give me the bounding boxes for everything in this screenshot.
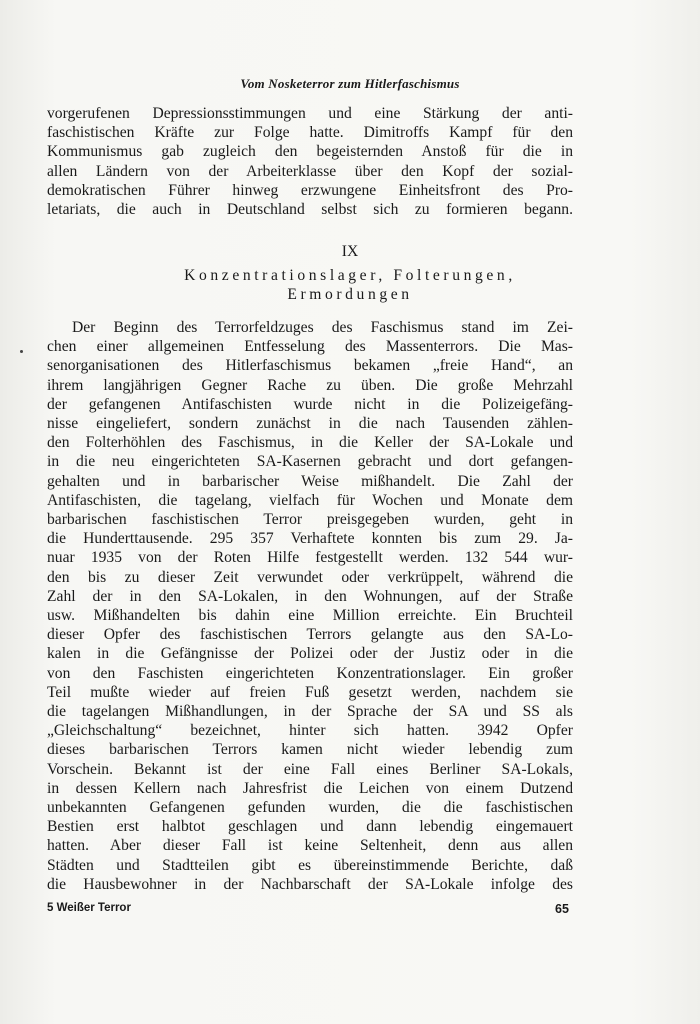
text-line: demokratischen Führer hinweg erzwungene Einheitsfront des Pro- [47, 181, 573, 199]
text-line: Teil mußte wieder auf freien Fuß gesetzt werden, nachdem sie [47, 683, 573, 701]
text-line: barbarischen faschistischen Terror preisgegeben wurden, geht in [47, 511, 573, 529]
text-line: dieses barbarischen Terrors kamen nicht wieder lebendig zum [47, 741, 573, 759]
text-line: Städten und Stadtteilen gibt es übereinstimmende Berichte, daß [47, 856, 573, 874]
text-line: den bis zu dieser Zeit verwundet oder verkrüppelt, während die [47, 568, 573, 586]
text-line: nuar 1935 von der Roten Hilfe festgestellt werden. 132 544 wur- [47, 549, 573, 567]
page-number: 65 [555, 902, 569, 916]
text-line: dieser Opfer des faschistischen Terrors gelangte aus den SA-Lo- [47, 626, 573, 644]
text-line: allen Ländern von der Arbeiterklasse über den Kopf der sozial- [47, 162, 573, 180]
chapter-title-line: Konzentrationslager, Folterungen, [184, 267, 516, 284]
text-line: faschistischen Kräfte zur Folge hatte. Dimitroffs Kampf für den [47, 124, 573, 142]
text-line: senorganisationen des Hitlerfaschismus bekamen „freie Hand“, an [47, 357, 573, 375]
text-line: in die neu eingerichteten SA-Kasernen gebracht und dort gefangen- [47, 453, 573, 471]
text-line: den Folterhöhlen des Faschismus, in die Keller der SA-Lokale und [47, 434, 573, 452]
text-line: der gefangenen Antifaschisten wurde nicht in die Polizeigefäng- [47, 395, 573, 413]
text-line: nisse eingeliefert, sondern zunächst in die nach Tausenden zählen- [47, 415, 573, 433]
text-line: die Hausbewohner in der Nachbarschaft der SA-Lokale infolge des [47, 875, 573, 893]
text-line: die Hunderttausende. 295 357 Verhaftete konnten bis zum 29. Ja- [47, 530, 573, 548]
text-line: kalen in die Gefängnisse der Polizei oder der Justiz oder in die [47, 645, 573, 663]
text-line: usw. Mißhandelten bis dahin eine Million erreichte. Ein Bruchteil [47, 607, 573, 625]
text-line: Antifaschisten, die tagelang, vielfach für Wochen und Monate dem [47, 491, 573, 509]
text-line: Der Beginn des Terrorfeldzuges des Faschismus stand im Zei- [72, 319, 573, 336]
top-paragraph [47, 104, 573, 219]
main-paragraph [47, 318, 573, 894]
chapter-title-line: Ermordungen [287, 286, 413, 303]
signature-mark: 5 Weißer Terror [47, 902, 131, 914]
text-line: Kommunismus gab zugleich den begeisternden Anstoß für die in [47, 143, 573, 161]
text-line: von den Faschisten eingerichteten Konzentrationslager. Ein großer [47, 664, 573, 682]
text-line: vorgerufenen Depressionsstimmungen und eine Stärkung der anti- [47, 105, 573, 122]
text-line: Bestien erst halbtot geschlagen und dann lebendig eingemauert [47, 818, 573, 836]
scan-speck [20, 350, 23, 353]
chapter-number: IX [341, 243, 359, 260]
text-line: Zahl der in den SA-Lokalen, in den Wohnungen, auf der Straße [47, 587, 573, 605]
text-line: unbekannten Gefangenen gefunden wurden, die die faschistischen [47, 799, 573, 817]
text-line: ihrem langjährigen Gegner Rache zu üben. Die große Mehrzahl [47, 376, 573, 394]
text-line: letariats, die auch in Deutschland selbst sich zu formieren begann. [47, 201, 573, 219]
text-line: die tagelangen Mißhandlungen, in der Sprache der SA und SS als [47, 703, 573, 721]
running-head: Vom Nosketerror zum Hitlerfaschismus [240, 76, 460, 91]
text-line: Vorschein. Bekannt ist der eine Fall eines Berliner SA-Lokals, [47, 760, 573, 778]
text-line: chen einer allgemeinen Entfesselung des Massenterrors. Die Mas- [47, 338, 573, 356]
chapter-title [0, 266, 700, 304]
text-line: hatten. Aber dieser Fall ist keine Seltenheit, denn aus allen [47, 837, 573, 855]
text-line: gehalten und in barbarischer Weise mißhandelt. Die Zahl der [47, 472, 573, 490]
text-line: „Gleichschaltung“ bezeichnet, hinter sich hatten. 3942 Opfer [47, 722, 573, 740]
text-line: in dessen Kellern nach Jahresfrist die Leichen von einem Dutzend [47, 779, 573, 797]
